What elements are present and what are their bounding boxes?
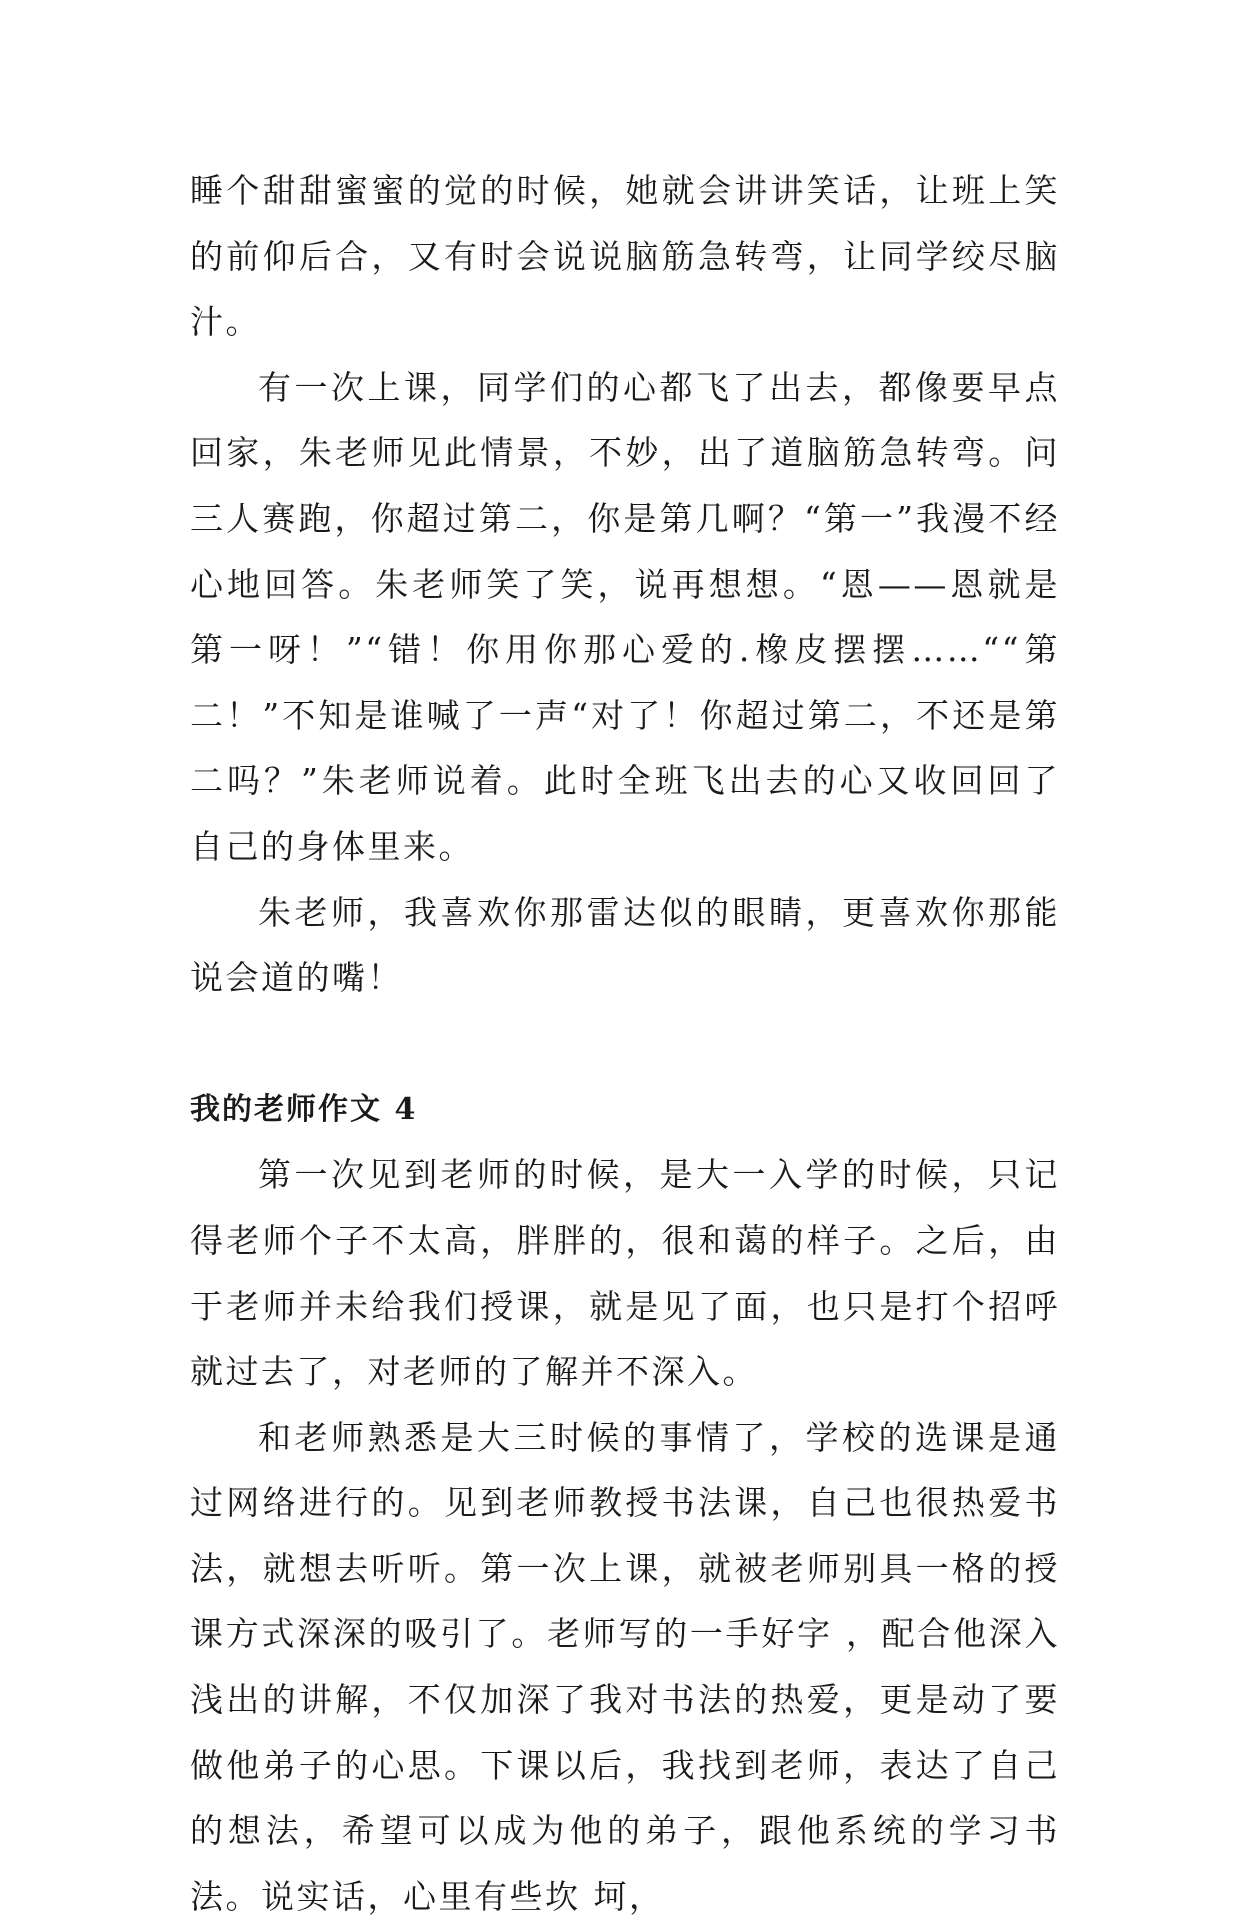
paragraph-first-meeting: 第一次见到老师的时候，是大一入学的时候，只记得老师个子不太高，胖胖的，很和蔼的样子。之后，由于老师并未给我们授课，就是见了面，也只是打个招呼就过去了，对老师的了解并不深入。	[190, 1155, 1060, 1392]
section-title: 我的老师作文 4	[190, 1091, 418, 1127]
paragraph-calligraphy: 和老师熟悉是大三时候的事情了，学校的选课是通过网络进行的。见到老师教授书法课，自己也很热爱书法，就想去听听。第一次上课，就被老师别具一格的授课方式深深的吸引了。老师写的一手好字 ，配合他深入浅出的讲解，不仅加深了我对书法的热爱，更是动了要做他弟子的心思。下课以后，我找到老师，表达了自己的想法，希望可以成为他的弟子，跟他系统的学习书法。说实话，心里有些坎 坷，	[190, 1417, 1060, 1916]
paragraph-riddle-story: 有一次上课，同学们的心都飞了出去，都像要早点回家，朱老师见此情景，不妙，出了道脑筋急转弯。问三人赛跑，你超过第二，你是第几啊？“第一”我漫不经心地回答。朱老师笑了笑，说再想想。“恩——恩就是第一呀！”“错！你用你那心爱的.橡皮摆摆……““第二！”不知是谁喊了一声“对了！你超过第二，不还是第二吗？”朱老师说着。此时全班飞出去的心又收回回了自己的身体里来。	[190, 367, 1060, 866]
paragraph-continued: 睡个甜甜蜜蜜的觉的时候，她就会讲讲笑话，让班上笑的前仰后合，又有时会说说脑筋急转弯，让同学绞尽脑汁。	[190, 171, 1060, 342]
section-gap	[190, 1011, 1060, 1077]
document-body	[190, 158, 1060, 1929]
paragraph-conclusion: 朱老师，我喜欢你那雷达似的眼睛，更喜欢你那能说会道的嘴！	[190, 892, 1060, 998]
